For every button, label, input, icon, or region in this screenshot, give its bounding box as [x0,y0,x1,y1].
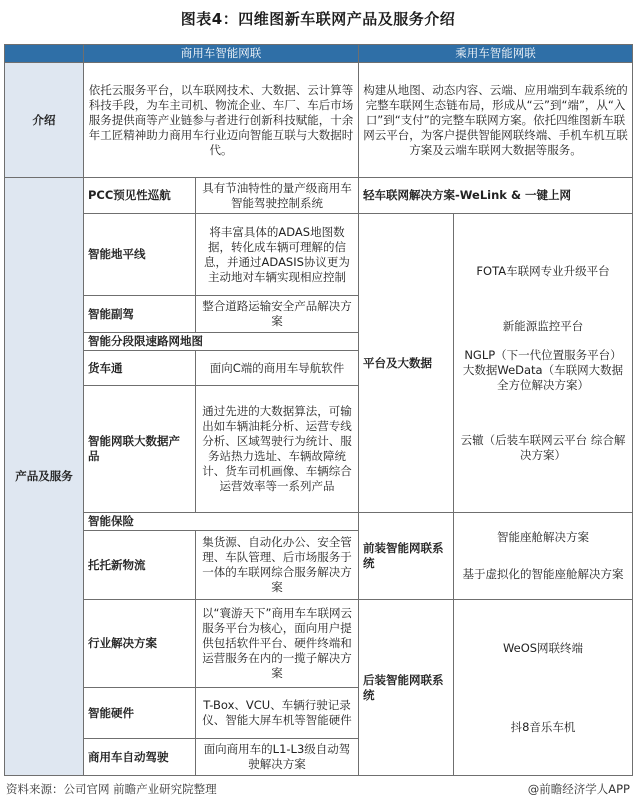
product-name: 智能地平线 [84,214,196,296]
product-desc: 通过先进的大数据算法，可输出如车辆油耗分析、运营专线分析、区域驾驶行为统计、服务站热力选址、车辆故障统计、货车司机画像、车辆综合运营效率等一系列产品 [196,385,359,512]
product-name: 商用车自动驾驶 [84,739,196,776]
product-name: 货车通 [84,351,196,386]
product-desc: 以“寰游天下”商用车车联网云服务平台为核心，面向用户提供包括软件平台、硬件终端和运营服务在内的一揽子解决方案 [196,600,359,688]
product-name: 托托新物流 [84,530,196,599]
product-desc: 整合道路运输安全产品解决方案 [196,296,359,333]
brand-credit: @前瞻经济学人APP [527,782,630,796]
product-desc: 具有节油特性的量产级商用车智能驾驶控制系统 [196,177,359,214]
after-item: WeOS网联终端 [502,640,584,655]
after-label: 后装智能网联系统 [359,600,454,776]
platform-item: 新能源监控平台 [502,318,584,333]
header-passenger: 乘用车智能网联 [359,45,633,63]
front-item: 智能座舱解决方案 [497,529,589,544]
source-note: 资料来源：公司官网 前瞻产业研究院整理 [6,782,217,796]
intro-commercial: 依托云服务平台，以车联网技术、大数据、云计算等科技手段，为车主司机、物流企业、车厂、车后市场服务提供商等产业链参与者进行创新科技赋能，十余年工匠精神助力商用车行业迈向智能互联与大数据时代。 [84,63,359,177]
products-label: 产品及服务 [5,177,84,775]
header-left-blank [5,45,84,63]
platform-item: NGLP（下一代位置服务平台） [464,347,622,362]
product-desc: 面向商用车的L1-L3级自动驾驶解决方案 [196,739,359,776]
after-items [454,600,633,776]
platform-item: FOTA车联网专业升级平台 [476,263,610,278]
product-name: 智能硬件 [84,688,196,739]
header-commercial: 商用车智能网联 [84,45,359,63]
product-name: 智能分段限速路网地图 [84,332,359,350]
product-desc: 集货源、自动化办公、安全管理、车队管理、后市场服务于一体的车联网综合服务解决方案 [196,530,359,599]
product-name: 智能网联大数据产品 [84,385,196,512]
front-item: 基于虚拟化的智能座舱解决方案 [462,566,624,581]
product-name: 智能保险 [84,512,359,530]
intro-label: 介绍 [5,63,84,177]
platform-label: 平台及大数据 [359,214,454,512]
front-items [454,512,633,600]
product-name: PCC预见性巡航 [84,177,196,214]
after-item: 抖8音乐车机 [510,719,576,734]
product-desc: T-Box、VCU、车辆行驶记录仪、智能大屏车机等智能硬件 [196,688,359,739]
platform-items [454,214,633,512]
intro-passenger: 构建从地图、动态内容、云端、应用端到车载系统的完整车联网生态链布局，形成从“云”到“端”，从“入口”到“支付”的完整车联网方案。依托四维图新车联网云平台，为客户提供智能网联终端、手机车机互联方案及云端车联网大数据等服务。 [359,63,633,177]
product-name: 行业解决方案 [84,600,196,688]
product-desc: 将丰富具体的ADAS地图数据，转化成车辆可理解的信息，并通过ADASIS协议更为主动地对车辆实现相应控制 [196,214,359,296]
platform-item: 大数据WeData（车联网大数据全方位解决方案） [462,362,624,392]
front-label: 前装智能网联系统 [359,512,454,600]
product-desc: 面向C端的商用车导航软件 [196,351,359,386]
wecar-solution: 轻车联网解决方案-WeLink & 一键上网 [359,177,633,214]
page-title: 图表4：四维图新车联网产品及服务介绍 [180,10,456,28]
platform-item: 云辙（后装车联网云平台 综合解决方案） [460,432,626,462]
product-name: 智能副驾 [84,296,196,333]
product-table [4,44,633,776]
